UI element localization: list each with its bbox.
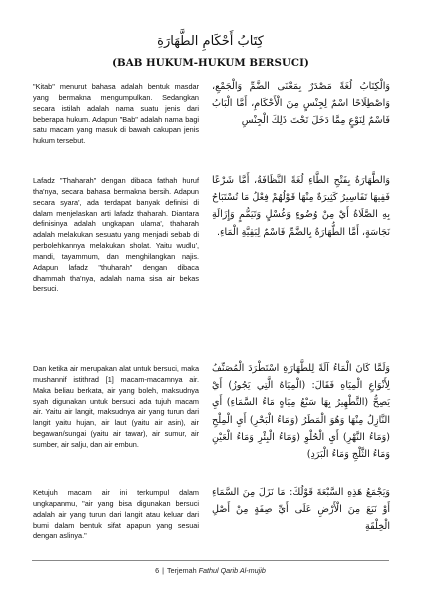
arabic-paragraph-2: [212, 172, 390, 241]
translation-text: Dan ketika air merupakan alat untuk bersuci, maka mushannif istithrad [1] macam-macamnya air. Maka beliau berkata, air yang boleh, maksudnya syah digunakan untuk bersuci ada tujuh macam air. Yaitu air langit, maksudnya air yang turun dari langit yaitu hujan, air laut (yaitu air asin), air begawan/sungai (yaitu air tawar), air sumur, air sumber, air salju, dan air embun.: [33, 364, 199, 449]
translation-paragraph-2: [33, 176, 199, 295]
footer-prefix: Terjemah: [167, 566, 197, 575]
arabic-text: وَالطَّهَارَةُ بِفَتْحِ الطَّاءِ لُغَةً النَّظَافَةُ، أَمَّا شَرْعًا فَفِيهَا تَفَاسِيرُ كَثِيرَةٌ مِنْهَا قَوْلُهُمْ فِعْلُ مَا تُسْتَبَاحُ بِهِ الصَّلَاةُ أَيْ مِنْ وُضُوءٍ وَغُسْلٍ وَتَيَمُّمٍ وَإِزَالَةِ نَجَاسَةٍ، أَمَّا الطُّهَارَةُ بِالضَّمِّ فَاسْمٌ لِبَقِيَّةِ الْمَاءِ.: [212, 175, 390, 238]
arabic-text: وَيَجْمَعُ هَذِهِ السَّبْعَةَ قَوْلُكَ: مَا نَزَلَ مِنَ السَّمَاءِ أَوْ نَبَعَ مِنَ الْأَرْضِ عَلَى أَيِّ صِفَةٍ مِنْ أَصْلِ الْخِلْقَةِ: [212, 487, 390, 533]
book-title: Fathul Qarib Al-mujib: [198, 566, 266, 575]
translation-paragraph-3: [33, 364, 199, 451]
arabic-text: وَالْكِتَابُ لُغَةً مَصْدَرٌ بِمَعْنَى الضَّمِّ وَالْجَمْعِ، وَاصْطِلَاحًا اسْمٌ لِجِنْسٍ مِنَ الْأَحْكَامِ، أَمَّا الْبَابُ فَاسْمٌ لِنَوْعٍ مِمَّا دَخَلَ تَحْتَ ذَلِكَ الْجِنْسِ: [212, 81, 390, 127]
translation-text: Ketujuh macam air ini terkumpul dalam ungkapanmu, "air yang bisa digunakan bersuci adalah air yang turun dari langit atau keluar dari bumi dalam bentuk sifat apapun yang sesuai dengan aslinya.": [33, 488, 199, 541]
page-number: 6: [155, 566, 160, 575]
arabic-text: وَلَمَّا كَانَ الْمَاءُ آلَةً لِلطَّهَارَةِ اسْتَطْرَدَ الْمُصَنِّفُ لِأَنْوَاعِ الْمِيَاهِ فَقَالَ: (الْمِيَاهُ الَّتِي يَجُوزُ) أَيْ يَصِحُّ (التَّطْهِيرُ بِهَا سَبْعُ مِيَاهٍ مَاءُ السَّمَاءِ) أَيِ النَّازِلُ مِنْهَا وَهُوَ الْمَطَرُ (وَمَاءُ الْبَحْرِ) أَيِ الْمِلْحِ (وَمَاءُ النَّهْرِ) أَيِ الْحُلْوِ (وَمَاءُ الْبِئْرِ وَمَاءُ الْعَيْنِ وَمَاءُ الثَّلْجِ وَمَاءُ الْبَرَدِ): [212, 363, 390, 461]
translation-text: "Kitab" menurut bahasa adalah bentuk masdar yang bermakna mengumpulkan. Sedangkan secara istilah adalah nama suatu jenis dari beberapa hukum. Adapun "Bab" adalah nama bagi satu macam yang masuk di bawah cakupan jenis hukum tersebut.: [33, 82, 199, 146]
arabic-paragraph-3: [212, 360, 390, 463]
chapter-title: (BAB HUKUM-HUKUM BERSUCI): [112, 57, 309, 69]
footer-separator: |: [162, 566, 165, 575]
footer-divider: [32, 560, 389, 561]
translation-paragraph-1: [33, 82, 199, 147]
arabic-paragraph-4: [212, 484, 390, 536]
translation-text: Lafadz "Thaharah" dengan dibaca fathah huruf tha'nya, secara bahasa bermakna bersih. Adapun secara syara', ada terdapat banyak definisi di dalam menjelaskan arti lafadz thaharah. Diantara definisinya adalah ungkapan ulama', thaharah adalah melakukan sesuatu yang menjadi sebab di perbolehkannya melakukan sholat. Yaitu wudlu', mandi, tayammum, dan menghilangkan najis. Adapun lafadz "thuharah" dengan dibaca dhammah tha'nya, adalah nama sisa air bekas bersuci.: [33, 176, 199, 294]
translation-paragraph-4: [33, 488, 199, 542]
arabic-paragraph-1: [212, 78, 390, 130]
page-footer: [0, 566, 421, 575]
arabic-chapter-title: كِتَابُ أَحْكَامِ الطَّهَارَةِ: [157, 34, 264, 49]
